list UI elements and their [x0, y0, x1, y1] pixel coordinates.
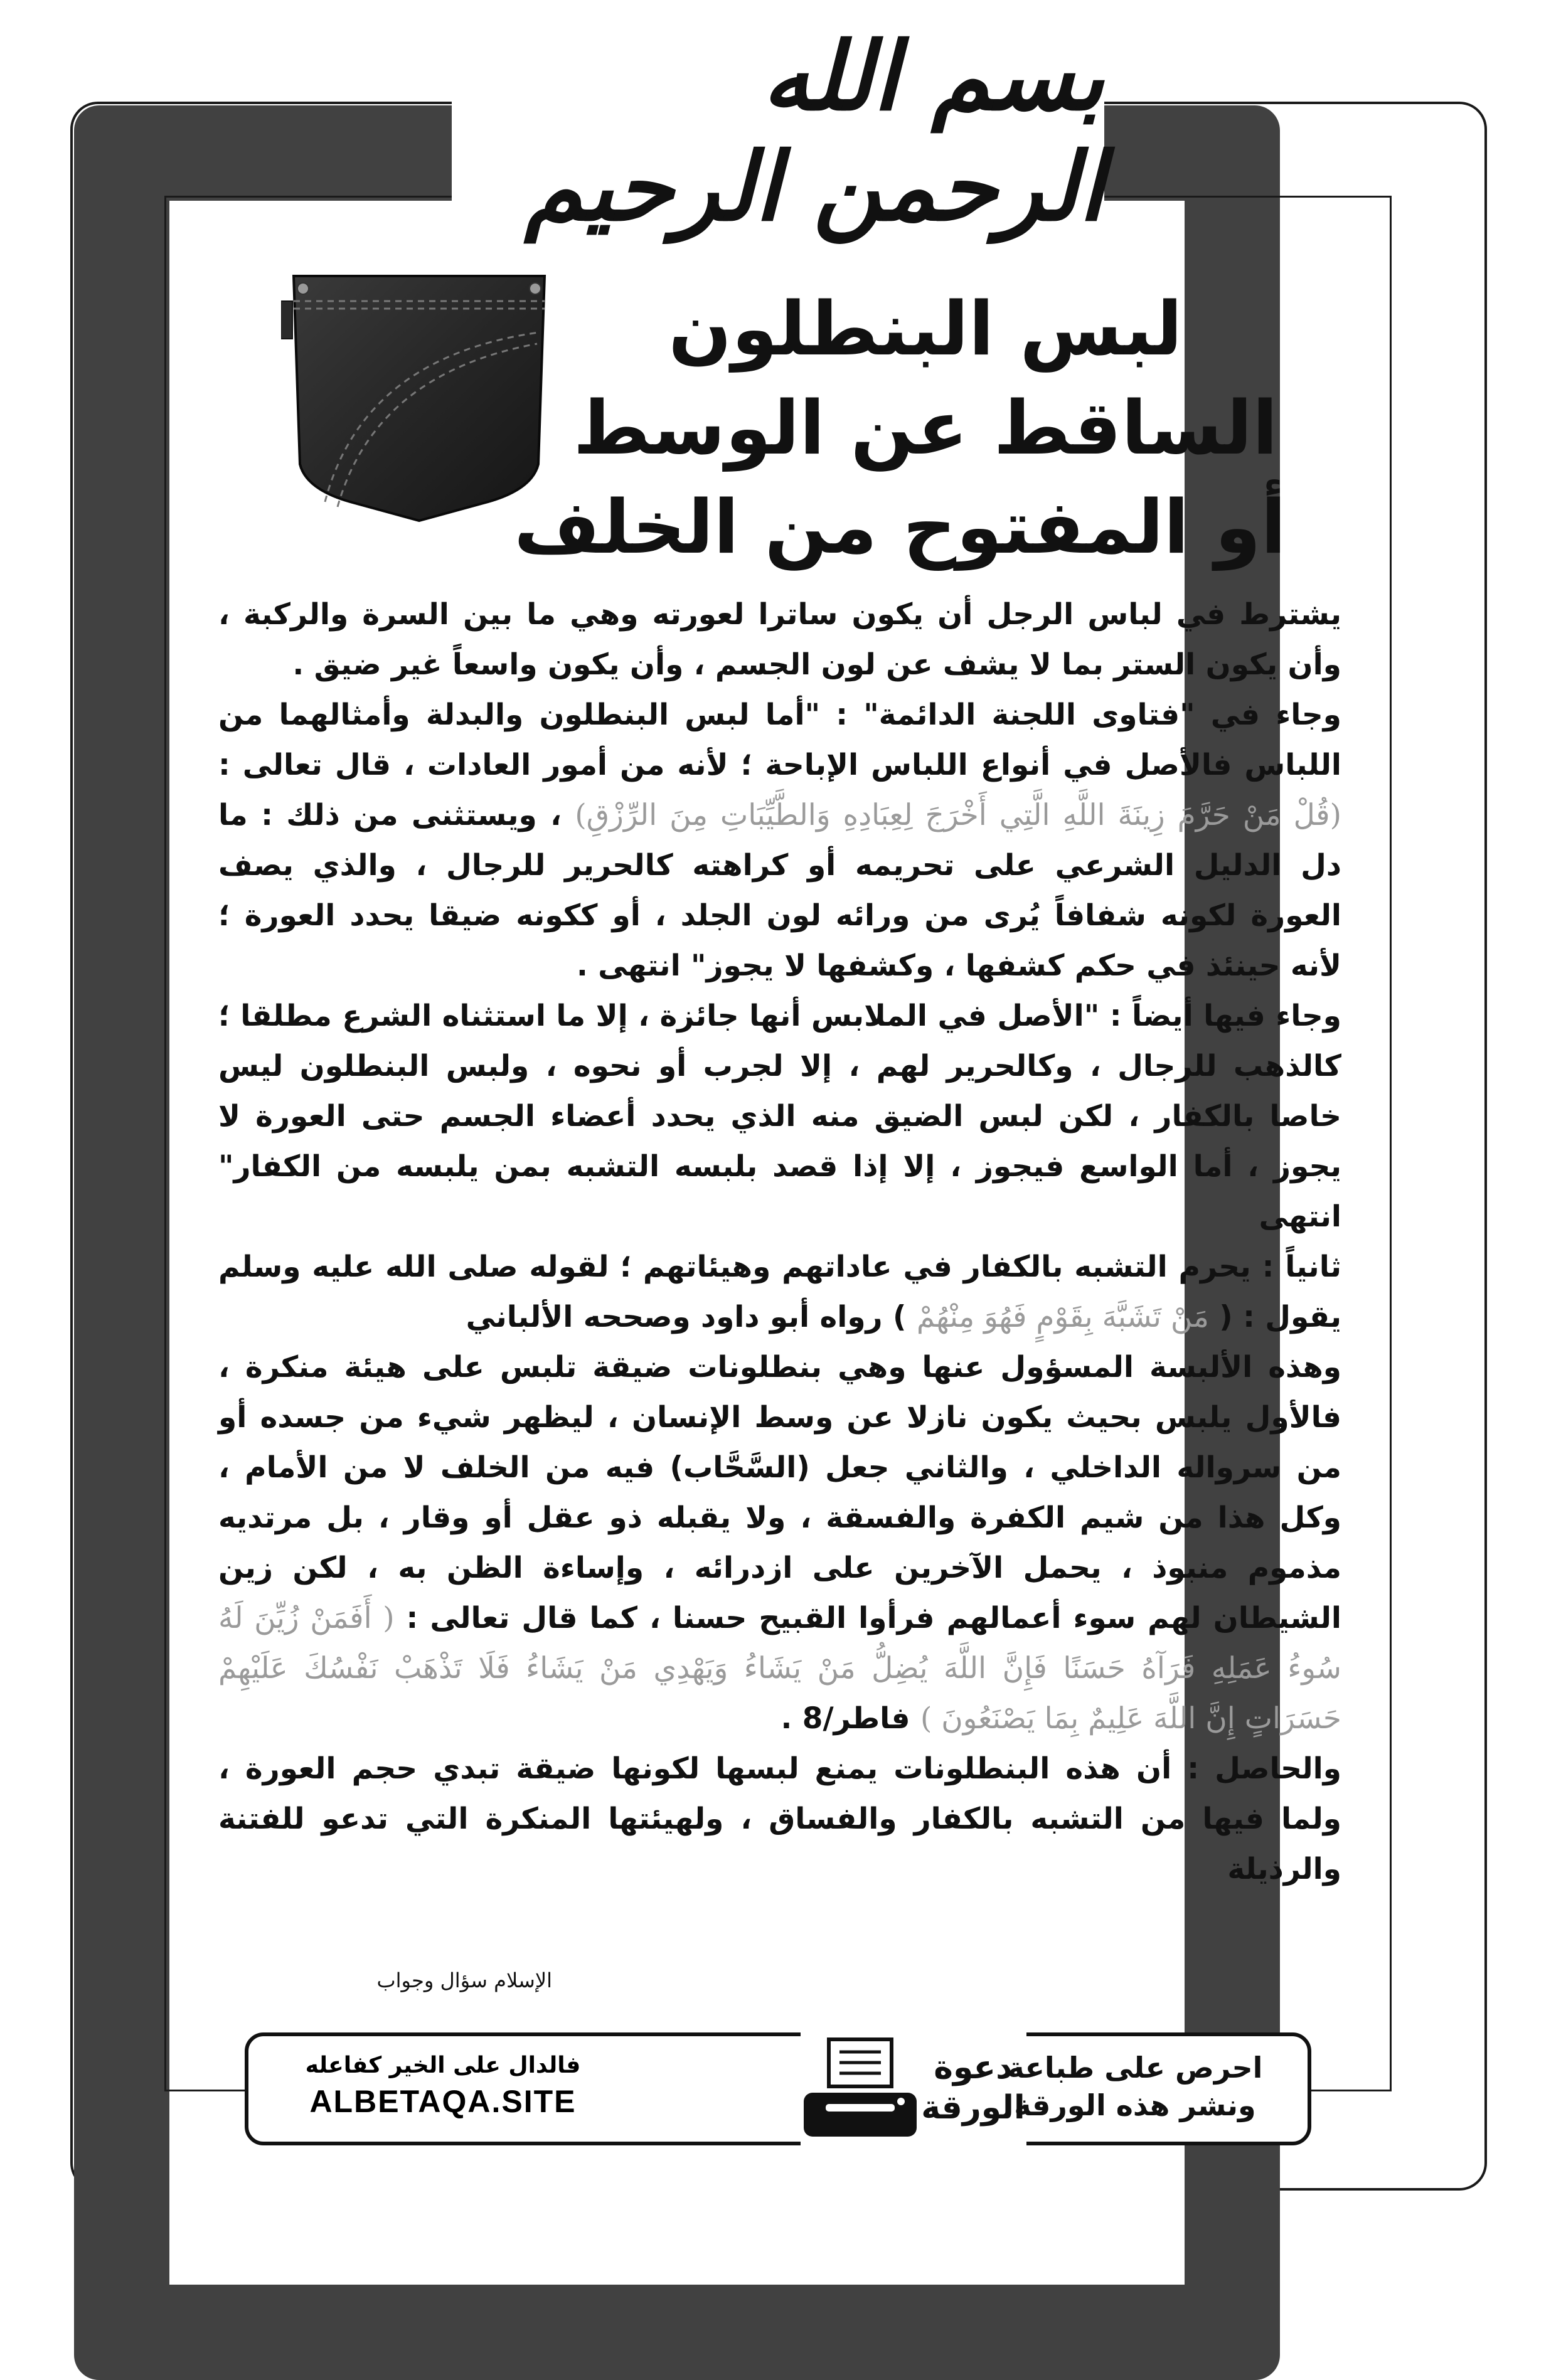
- hadith-text: مَنْ تَشَبَّهَ بِقَوْمٍ فَهُوَ مِنْهُمْ: [916, 1300, 1209, 1334]
- paragraph-5-text-a: وهذه الألبسة المسؤول عنها وهي بنطلونات ضيقة تلبس على هيئة منكرة ، فالأول يلبس بحيث يكون نازلا عن وسط الإنسان ، ليظهر شيء من جسده أو من سرواله الداخلي ، والثاني جعل (السَّحَّاب) فيه من الخلف لا من الأمام ، وكل هذا من شيم الكفرة والفسقة ، ولا يقبله ذو عقل أو وقار ، بل مرتديه مذموم منبوذ ، يحمل الآخرين على ازدرائه ، وإساءة الظن به ، لكن زين الشيطان لهم سوء أعمالهم فرأوا القبيح حسنا ، كما قال تعالى :: [218, 1350, 1341, 1635]
- footer-site-link[interactable]: ALBETAQA.SITE: [309, 2084, 577, 2119]
- logo-line-1: دعوة: [934, 2049, 1013, 2086]
- page-title: [514, 279, 1286, 576]
- paragraph-5: [218, 1342, 1341, 1744]
- paragraph-5-text-b: فاطر/8 .: [781, 1701, 910, 1736]
- title-line-2: الساقط عن الوسط: [573, 385, 1278, 471]
- source-credit: الإسلام سؤال وجواب: [376, 1968, 552, 1992]
- paragraph-4-text-b: ) رواه أبو داود وصححه الألباني: [466, 1300, 907, 1334]
- logo-line-2: الورقة: [921, 2089, 1025, 2127]
- footer-right-block: [988, 2049, 1282, 2124]
- quran-verse-2: ( أَفَمَنْ زُيِّنَ لَهُ سُوءُ عَمَلِهِ فَرَآهُ حَسَنًا فَإِنَّ اللَّهَ يُضِلُّ مَنْ يَشَاءُ وَيَهْدِي مَنْ يَشَاءُ فَلَا تَذْهَبْ نَفْسُكَ عَلَيْهِمْ حَسَرَاتٍ إِنَّ اللَّهَ عَلِيمٌ بِمَا يَصْنَعُونَ ): [218, 1601, 1341, 1736]
- footer-left-block: [280, 2050, 606, 2122]
- basmala-calligraphy: بسم الله الرحمن الرحيم: [525, 21, 1104, 242]
- paragraph-2: [218, 690, 1341, 991]
- paragraph-2-text-a: وجاء في "فتاوى اللجنة الدائمة" : "أما لبس البنطلون والبدلة وأمثالهما من اللباس فالأصل في أنواع اللباس الإباحة ؛ لأنه من أمور العادات ، قال تعالى :: [218, 698, 1341, 782]
- article-body: [218, 590, 1341, 1894]
- printer-icon: [801, 2036, 920, 2143]
- title-line-3: أو المفتوح من الخلف: [514, 484, 1286, 570]
- paragraph-6: والحاصل : أن هذه البنطلونات يمنع لبسها لكونها ضيقة تبدي حجم العورة ، ولما فيها من التشبه بالكفار والفساق ، ولهيئتها المنكرة التي تدعو للفتنة والرذيلة: [218, 1751, 1341, 1886]
- paragraph-4: [218, 1242, 1341, 1342]
- footer-motto: فالدال على الخير كفاعله: [305, 2053, 581, 2078]
- title-line-1: لبس البنطلون: [668, 285, 1183, 372]
- paragraph-1: يشترط في لباس الرجل أن يكون ساترا لعورته وهي ما بين السرة والركبة ، وأن يكون الستر بما لا يشف عن لون الجسم ، وأن يكون واسعاً غير ضيق .: [218, 597, 1341, 682]
- paragraph-4-text-a: ثانياً : يحرم التشبه بالكفار في عاداتهم وهيئاتهم ؛ لقوله صلى الله عليه وسلم يقول : (: [218, 1250, 1341, 1334]
- quran-verse-1: (قُلْ مَنْ حَرَّمَ زِينَةَ اللَّهِ الَّتِي أَخْرَجَ لِعِبَادِهِ وَالطَّيِّبَاتِ مِنَ الرِّزْقِ): [575, 798, 1341, 832]
- footer-print-line-2: ونشر هذه الورقة: [1014, 2088, 1256, 2122]
- footer-print-line-1: احرص على طباعة: [1007, 2051, 1263, 2085]
- footer-bar: [245, 2032, 1311, 2145]
- paragraph-2-text-b: ، ويستثنى من ذلك : ما دل الدليل الشرعي على تحريمه أو كراهته كالحرير للرجال ، والذي يصف العورة لكونه شفافاً يُرى من ورائه لون الجلد ، أو ككونه ضيقا يحدد العورة ؛ لأنه حينئذ في حكم كشفها ، وكشفها لا يجوز" انتهى .: [218, 798, 1341, 983]
- paragraph-3: وجاء فيها أيضاً : "الأصل في الملابس أنها جائزة ، إلا ما استثناه الشرع مطلقا ؛ كالذهب للرجال ، وكالحرير لهم ، إلا لجرب أو نحوه ، ولبس البنطلون ليس خاصا بالكفار ، لكن لبس الضيق منه الذي يحدد أعضاء الجسم حتى العورة لا يجوز ، أما الواسع فيجوز ، إلا إذا قصد بلبسه التشبه بمن يلبسه من الكفار" انتهى: [218, 999, 1341, 1234]
